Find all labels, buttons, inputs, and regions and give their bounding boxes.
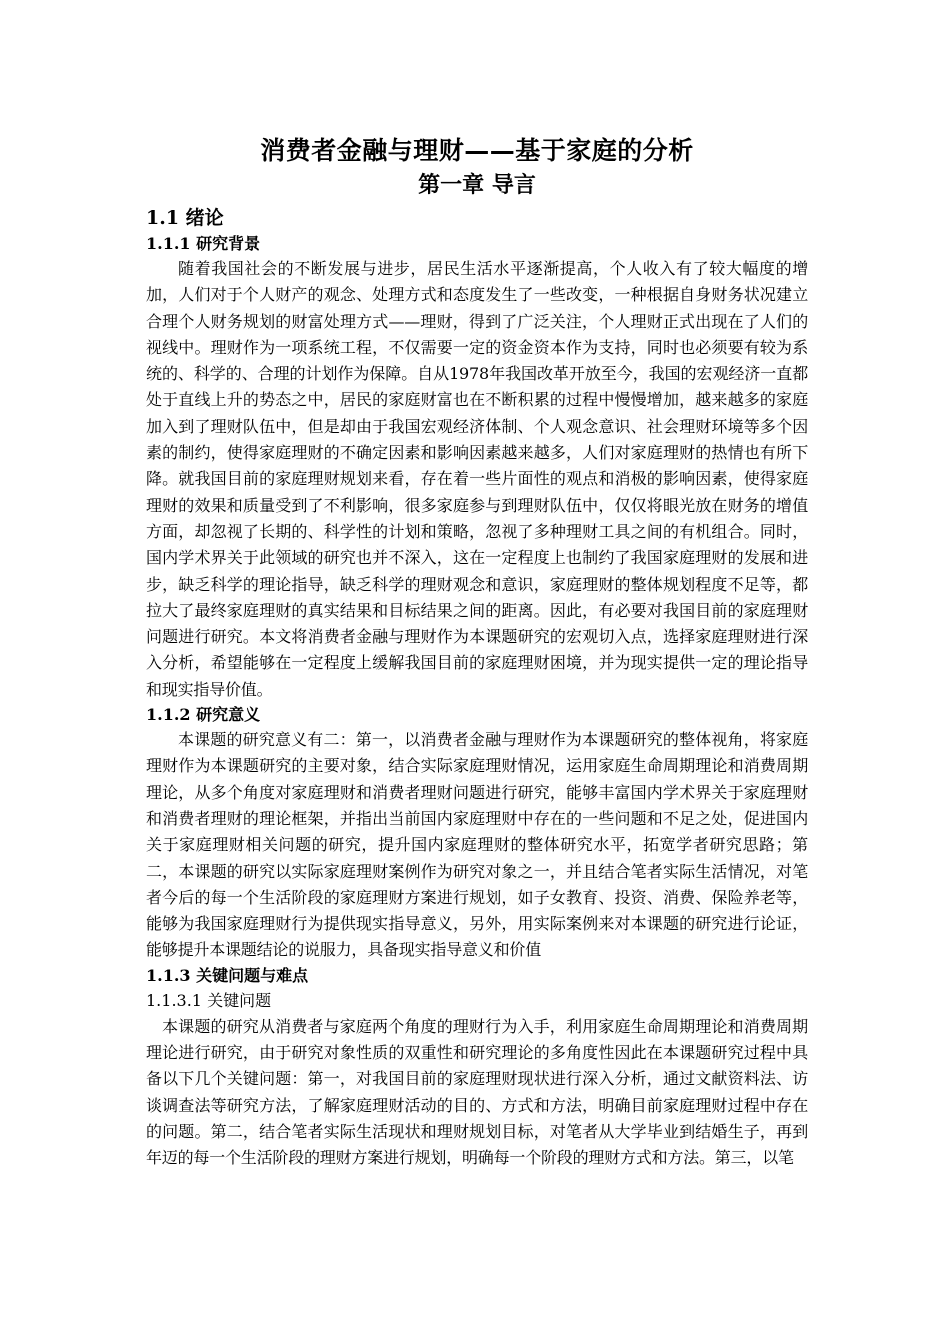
section-heading-1-1: 1.1 绪论	[146, 207, 224, 229]
document-page	[146, 134, 808, 1172]
section-heading-1-1-2: 1.1.2 研究意义	[146, 705, 261, 725]
paragraph-significance: 本课题的研究意义有二：第一，以消费者金融与理财作为本课题研究的整体视角，将家庭理财作为本课题研究的主要对象，结合实际家庭理财情况，运用家庭生命周期理论和消费周期理论，从多个角度对家庭理财和消费者理财问题进行研究，能够丰富国内学术界关于家庭理财和消费者理财的理论框架，并指出当前国内家庭理财中存在的一些问题和不足之处，促进国内关于家庭理财相关问题的研究，提升国内家庭理财的整体研究水平，拓宽学者研究思路；第二，本课题的研究以实际家庭理财案例作为研究对象之一，并且结合笔者实际生活情况，对笔者今后的每一个生活阶段的家庭理财方案进行规划，如子女教育、投资、消费、保险养老等，能够为我国家庭理财行为提供现实指导意义，另外，用实际案例来对本课题的研究进行论证，能够提升本课题结论的说服力，具备现实指导意义和价值	[146, 730, 808, 960]
section-heading-1-1-3-1: 1.1.3.1 关键问题	[146, 990, 272, 1010]
chapter-heading: 第一章 导言	[418, 172, 536, 198]
paragraph-key-issues: 本课题的研究从消费者与家庭两个角度的理财行为入手，利用家庭生命周期理论和消费周期理论进行研究，由于研究对象性质的双重性和研究理论的多角度性因此在本课题研究过程中具备以下几个关键问题：第一，对我国目前的家庭理财现状进行深入分析，通过文献资料法、访谈调查法等研究方法，了解家庭理财活动的目的、方式和方法，明确目前家庭理财过程中存在的问题。第二，结合笔者实际生活现状和理财规划目标，对笔者从大学毕业到结婚生子，再到年迈的每一个生活阶段的理财方案进行规划，明确每一个阶段的理财方式和方法。第三，以笔	[146, 1016, 808, 1168]
section-heading-1-1-1: 1.1.1 研究背景	[146, 234, 261, 253]
section-heading-1-1-3: 1.1.3 关键问题与难点	[146, 965, 309, 985]
paragraph-background: 随着我国社会的不断发展与进步，居民生活水平逐渐提高，个人收入有了较大幅度的增加，人们对于个人财产的观念、处理方式和态度发生了一些改变，一种根据自身财务状况建立合理个人财务规划的财富处理方式——理财，得到了广泛关注，个人理财正式出现在了人们的视线中。理财作为一项系统工程，不仅需要一定的资金资本作为支持，同时也必须要有较为系统的、科学的、合理的计划作为保障。自从1978年我国改革开放至今，我国的宏观经济一直都处于直线上升的势态之中，居民的家庭财富也在不断积累的过程中慢慢增加，越来越多的家庭加入到了理财队伍中，但是却由于我国宏观经济体制、个人观念意识、社会理财环境等多个因素的制约，使得家庭理财的不确定因素和影响因素越来越多，人们对家庭理财的热情也有所下降。就我国目前的家庭理财规划来看，存在着一些片面性的观点和消极的影响因素，使得家庭理财的效果和质量受到了不利影响，很多家庭参与到理财队伍中，仅仅将眼光放在财务的增值方面，却忽视了长期的、科学性的计划和策略，忽视了多种理财工具之间的有机组合。同时，国内学术界关于此领域的研究也并不深入，这在一定程度上也制约了我国家庭理财的发展和进步，缺乏科学的理论指导，缺乏科学的理财观念和意识，家庭理财的整体规划程度不足等，都拉大了最终家庭理财的真实结果和目标结果之间的距离。因此，有必要对我国目前的家庭理财问题进行研究。本文将消费者金融与理财作为本课题研究的宏观切入点，选择家庭理财进行深入分析，希望能够在一定程度上缓解我国目前的家庭理财困境，并为现实提供一定的理论指导和现实指导价值。	[146, 259, 808, 699]
document-title: 消费者金融与理财——基于家庭的分析	[260, 136, 694, 165]
